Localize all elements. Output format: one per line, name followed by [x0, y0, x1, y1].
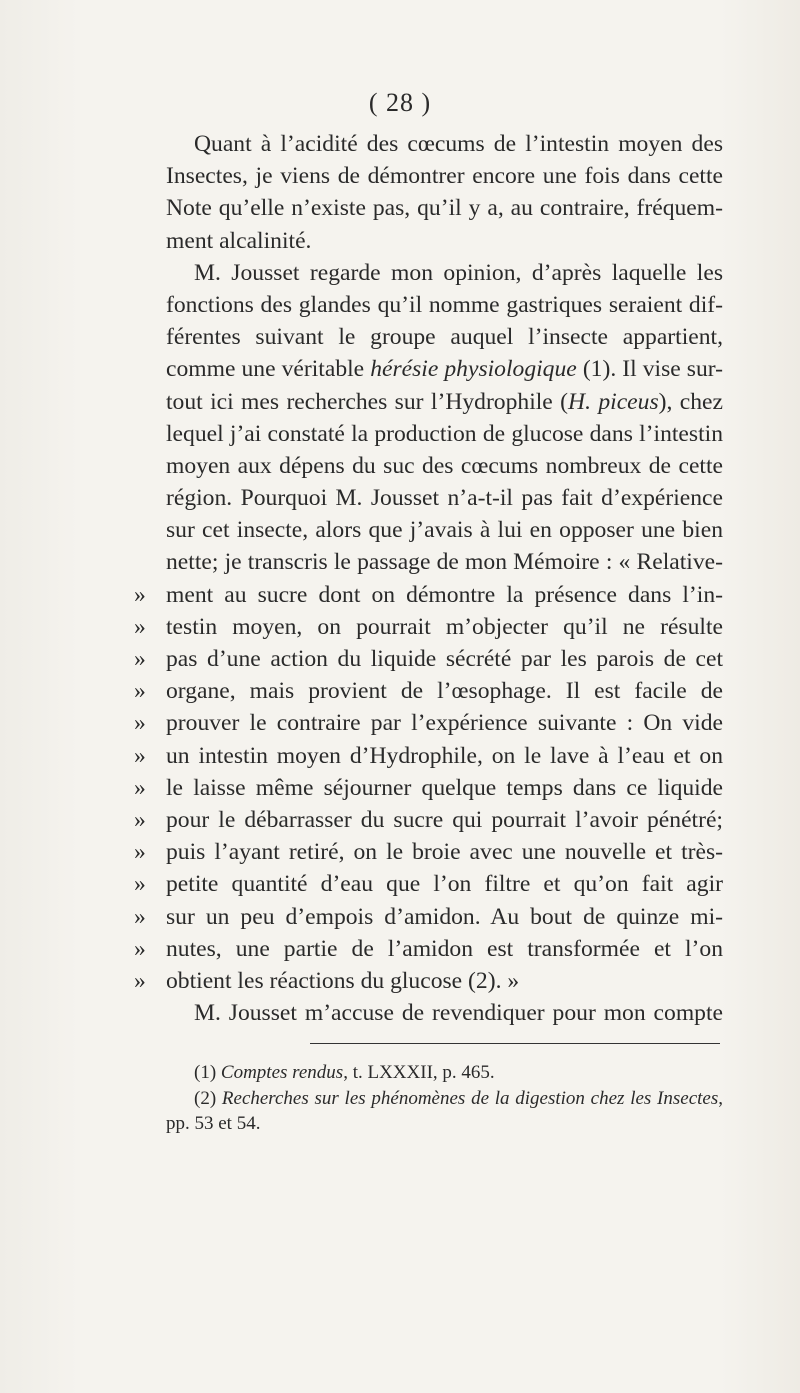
quote-mark: »: [134, 678, 146, 705]
text-line: comme une véritable hérésie physiologique (1). Il vise sur-: [166, 356, 724, 383]
text-line: lequel j’ai constaté la production de glucose dans l’intestin: [166, 420, 723, 447]
text-line: nutes, une partie de l’amidon est transformée et l’on »: [166, 933, 723, 965]
body-text: [134, 128, 724, 1029]
text-line: Note qu’elle n’existe pas, qu’il y a, au contraire, fréquem-: [166, 195, 723, 222]
footnote-line: pp. 53 et 54.: [166, 1113, 261, 1134]
text-line: ment au sucre dont on démontre la présence dans l’in- »: [166, 579, 723, 611]
text-line: obtient les réactions du glucose (2). » »: [166, 965, 723, 997]
text-line: pour le débarrasser du sucre qui pourrait l’avoir pénétré; »: [166, 804, 723, 836]
text-line: Insectes, je viens de démontrer encore une fois dans cette: [166, 163, 723, 190]
quote-mark: »: [134, 839, 146, 866]
footnote-line: (2) Recherches sur les phénomènes de la digestion chez les Insectes,: [194, 1087, 723, 1109]
text-line: M. Jousset regarde mon opinion, d’après laquelle les: [194, 259, 723, 286]
quote-mark: »: [134, 967, 146, 994]
footnote-line: (1) Comptes rendus, t. LXXXII, p. 465.: [194, 1062, 495, 1083]
quote-mark: »: [134, 935, 146, 962]
text-line: prouver le contraire par l’expérience suivante : On vide »: [166, 707, 723, 739]
text-line: région. Pourquoi M. Jousset n’a-t-il pas fait d’expérience: [166, 485, 723, 512]
text-line: M. Jousset m’accuse de revendiquer pour mon compte: [194, 1000, 723, 1027]
quote-mark: »: [134, 710, 146, 737]
text-line: sur un peu d’empois d’amidon. Au bout de quinze mi- »: [166, 901, 723, 933]
quote-mark: »: [134, 806, 146, 833]
text-line: sur cet insecte, alors que j’avais à lui en opposer une bien: [166, 517, 723, 544]
text-line: un intestin moyen d’Hydrophile, on le lave à l’eau et on »: [166, 740, 723, 772]
quote-mark: »: [134, 774, 146, 801]
footnotes: [166, 1060, 723, 1137]
text-line: Quant à l’acidité des cœcums de l’intestin moyen des: [194, 131, 723, 157]
text-line: moyen aux dépens du suc des cœcums nombreux de cette: [166, 452, 723, 479]
quote-mark: »: [134, 871, 146, 898]
text-line: le laisse même séjourner quelque temps dans ce liquide »: [166, 772, 723, 804]
text-line: petite quantité d’eau que l’on filtre et qu’on fait agir »: [166, 868, 723, 900]
quote-mark: »: [134, 613, 146, 640]
text-line: tout ici mes recherches sur l’Hydrophile (H. piceus), chez: [166, 388, 723, 415]
text-line: férentes suivant le groupe auquel l’insecte appartient,: [166, 324, 723, 351]
text-line: fonctions des glandes qu’il nomme gastriques seraient dif-: [166, 291, 723, 318]
footnote-separator: [310, 1043, 720, 1044]
text-line: ment alcalinité.: [166, 227, 312, 254]
text-line: testin moyen, on pourrait m’objecter qu’il ne résulte »: [166, 611, 723, 643]
quote-mark: »: [134, 742, 146, 769]
quote-mark: »: [134, 581, 146, 608]
page-number: ( 28 ): [368, 88, 432, 117]
text-line: nette; je transcris le passage de mon Mémoire : « Relative-: [166, 549, 723, 576]
quote-mark: »: [134, 646, 146, 672]
text-line: pas d’une action du liquide sécrété par les parois de cet »: [166, 643, 723, 675]
quote-mark: »: [134, 903, 146, 930]
text-line: organe, mais provient de l’œsophage. Il est facile de »: [166, 675, 723, 707]
text-line: puis l’ayant retiré, on le broie avec une nouvelle et très- »: [166, 836, 723, 868]
